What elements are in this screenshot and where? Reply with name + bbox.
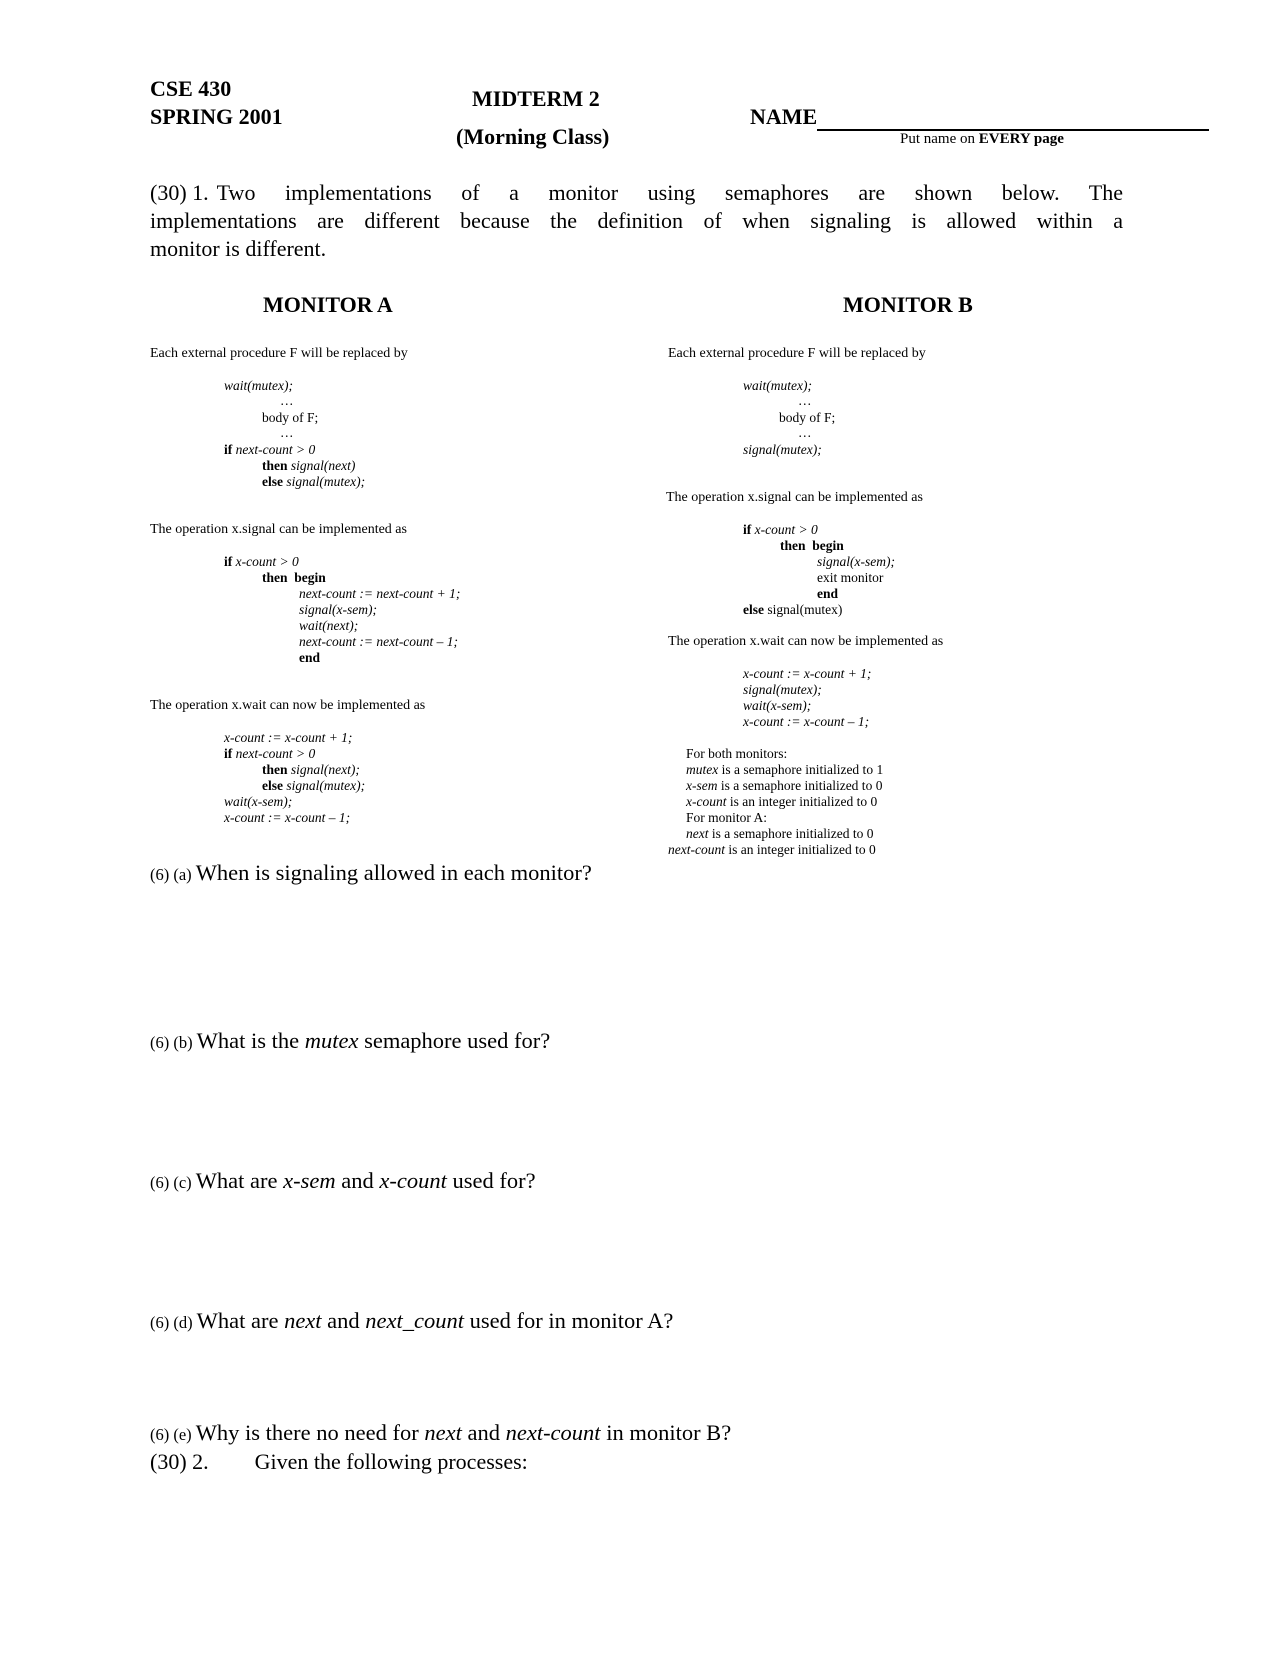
monitor-a-wait-line4: wait(x-sem); (224, 794, 293, 809)
monitor-b-signal-mutex: signal(mutex); (743, 442, 822, 457)
q2-points: (30) 2. (150, 1449, 209, 1474)
monitor-b-signal-intro: The operation x.signal can be implemented as (666, 490, 923, 505)
q1-intro (150, 179, 1123, 263)
monitor-b-wait-line1: x-count := x-count + 1; (743, 666, 872, 681)
monitor-a-proc-intro: Each external procedure F will be replaced by (150, 346, 408, 361)
question-c: (6) (c) What are x-sem and x-count used for? (150, 1168, 536, 1193)
monitor-a-wait-then: then signal(next); (262, 762, 360, 777)
monitor-b-signal-line2: exit monitor (817, 570, 884, 585)
monitor-b-signal-end: end (817, 586, 839, 601)
question-d: (6) (d) What are next and next_count used for in monitor A? (150, 1308, 674, 1333)
monitor-b-body: body of F; (779, 410, 836, 425)
notes-monitor-a: For monitor A: (686, 810, 768, 825)
monitor-b-signal-else: else signal(mutex) (743, 602, 843, 617)
name-note: Put name on EVERY page (900, 131, 1064, 147)
notes-next: next is a semaphore initialized to 0 (686, 826, 874, 841)
monitor-a-wait-if: if next-count > 0 (224, 746, 316, 761)
q1-intro-line1: (30) 1. Two implementations of a monitor using semaphores are shown below. The (150, 180, 1123, 205)
monitor-b-signal-if: if x-count > 0 (743, 522, 818, 537)
monitor-b-wait-mutex: wait(mutex); (743, 378, 812, 393)
ellipsis: … (280, 425, 294, 440)
monitor-a-signal-end: end (299, 650, 321, 665)
exam-title: MIDTERM 2 (472, 86, 600, 111)
monitor-b-wait-line2: signal(mutex); (743, 682, 822, 697)
monitor-a-signal-line4: next-count := next-count – 1; (299, 634, 459, 649)
monitor-a-then: then signal(next) (262, 458, 356, 473)
ellipsis: … (798, 425, 812, 440)
question-b: (6) (b) What is the mutex semaphore used for? (150, 1028, 551, 1053)
monitor-a-signal-then: then begin (262, 570, 326, 585)
notes-mutex: mutex is a semaphore initialized to 1 (686, 762, 884, 777)
question-e: (6) (e) Why is there no need for next and next-count in monitor B? (150, 1420, 732, 1445)
monitor-b-signal-then: then begin (780, 538, 844, 553)
q1-points: (30) 1. (150, 180, 209, 205)
monitor-a-wait-mutex: wait(mutex); (224, 378, 293, 393)
q2-text: Given the following processes: (254, 1449, 528, 1474)
monitor-a-else: else signal(mutex); (262, 474, 366, 489)
monitor-a-if: if next-count > 0 (224, 442, 316, 457)
monitor-a-title: MONITOR A (263, 292, 393, 317)
monitor-a-signal-line2: signal(x-sem); (299, 602, 377, 617)
notes-xsem: x-sem is a semaphore initialized to 0 (686, 778, 883, 793)
notes-nextcount: next-count is an integer initialized to 0 (668, 842, 876, 857)
monitor-a-body: body of F; (262, 410, 319, 425)
monitor-a-signal-if: if x-count > 0 (224, 554, 299, 569)
ellipsis: … (798, 393, 812, 408)
q1-intro-line3: monitor is different. (150, 236, 327, 261)
monitor-a-signal-line3: wait(next); (299, 618, 359, 633)
monitor-a-signal-intro: The operation x.signal can be implemented as (150, 522, 407, 537)
q2 (150, 1448, 528, 1476)
ellipsis: … (280, 393, 294, 408)
name-field[interactable] (750, 103, 1209, 131)
course-code: CSE 430 (150, 76, 232, 101)
q1-intro-line2: implementations are different because the definition of when signaling is allowed within a (150, 208, 1123, 233)
notes-xcount: x-count is an integer initialized to 0 (686, 794, 878, 809)
monitor-b-wait-line4: x-count := x-count – 1; (743, 714, 870, 729)
question-a: (6) (a) When is signaling allowed in each monitor? (150, 860, 592, 885)
name-blank[interactable] (817, 107, 1209, 131)
monitor-b-title: MONITOR B (843, 292, 973, 317)
term: SPRING 2001 (150, 104, 283, 129)
monitor-a-wait-line5: x-count := x-count – 1; (224, 810, 351, 825)
monitor-b-signal-line1: signal(x-sem); (817, 554, 895, 569)
notes-both: For both monitors: (686, 746, 788, 761)
monitor-a-signal-line1: next-count := next-count + 1; (299, 586, 461, 601)
monitor-b-proc-intro: Each external procedure F will be replaced by (668, 346, 926, 361)
monitor-b-wait-line3: wait(x-sem); (743, 698, 812, 713)
name-label: NAME (750, 104, 818, 129)
monitor-a-wait-intro: The operation x.wait can now be implemented as (150, 698, 426, 713)
monitor-a-wait-else: else signal(mutex); (262, 778, 366, 793)
monitor-a-wait-line1: x-count := x-count + 1; (224, 730, 353, 745)
monitor-b-wait-intro: The operation x.wait can now be implemented as (668, 634, 944, 649)
exam-session: (Morning Class) (456, 124, 610, 149)
